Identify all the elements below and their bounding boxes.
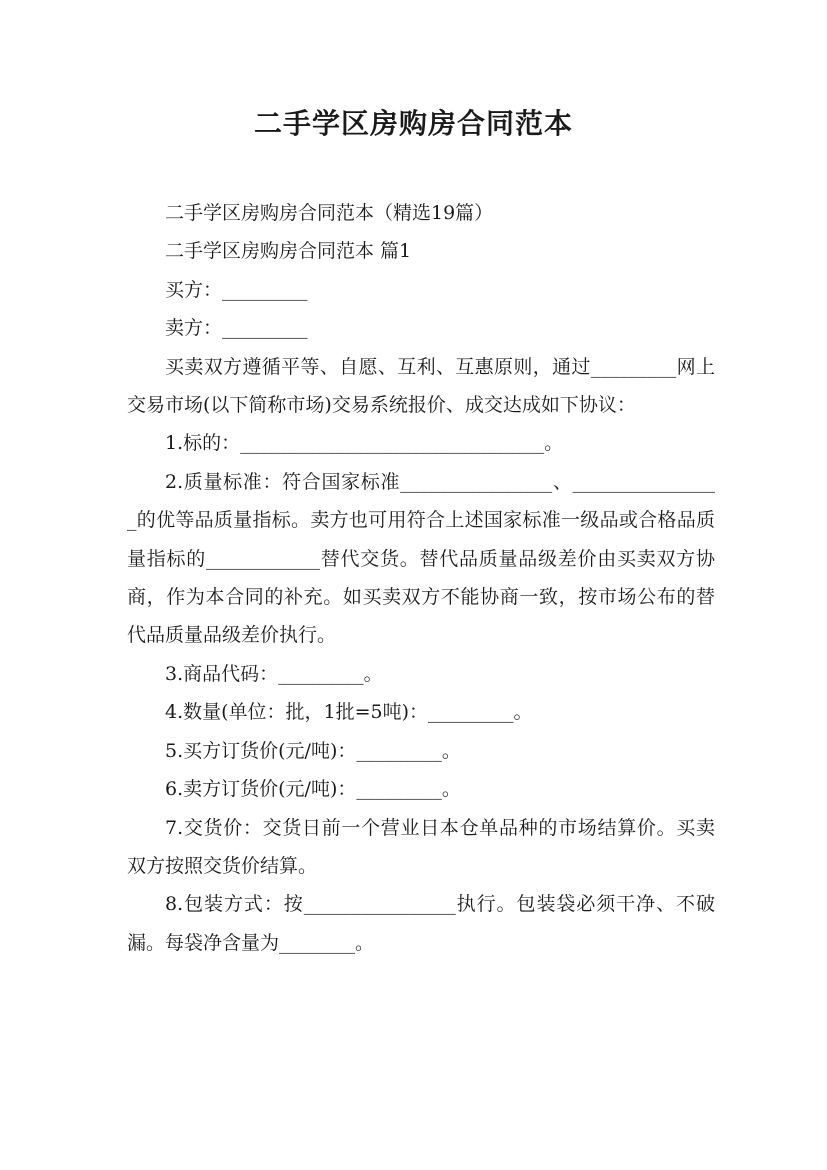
paragraph-subtitle: 二手学区房购房合同范本（精选19篇）	[165, 202, 494, 224]
paragraph-seller: 卖方：_________	[165, 317, 308, 340]
paragraph-clause-5: 5.买方订货价(元/吨)：_________。	[165, 739, 461, 762]
paragraph-clause-1: 1.标的：________________________________。	[165, 432, 564, 455]
paragraph-clause-3: 3.商品代码：_________。	[165, 662, 383, 685]
document-body	[127, 194, 715, 962]
paragraph-clause-4: 4.数量(单位：批，1批=5吨)：_________。	[165, 701, 533, 724]
paragraph-clause-6: 6.卖方订货价(元/吨)：_________。	[165, 778, 461, 801]
paragraph-clause-2: 2.质量标准：符合国家标准________________、________________的优等品质量指标。卖方也可用符合上述国家标准一级品或合格品质量指标的____________替代交货。替代品质量品级差价由买卖双方协商，作为本合同的补充。如买卖双方不能协商一致，按市场公布的替代品质量品级差价执行。	[127, 470, 715, 647]
paragraph-clause-7: 7.交货价：交货日前一个营业日本仓单品种的市场结算价。买卖双方按照交货价结算。	[127, 816, 715, 877]
paragraph-clause-8: 8.包装方式：按________________执行。包装袋必须干净、不破漏。每袋净含量为________。	[127, 893, 715, 954]
document-title: 二手学区房购房合同范本	[253, 107, 573, 140]
paragraph-preamble: 买卖双方遵循平等、自愿、互利、互惠原则，通过_________网上交易市场(以下简称市场)交易系统报价、成交达成如下协议：	[127, 355, 715, 417]
paragraph-buyer: 买方：_________	[165, 278, 308, 301]
paragraph-section-heading: 二手学区房购房合同范本 篇1	[165, 240, 412, 263]
